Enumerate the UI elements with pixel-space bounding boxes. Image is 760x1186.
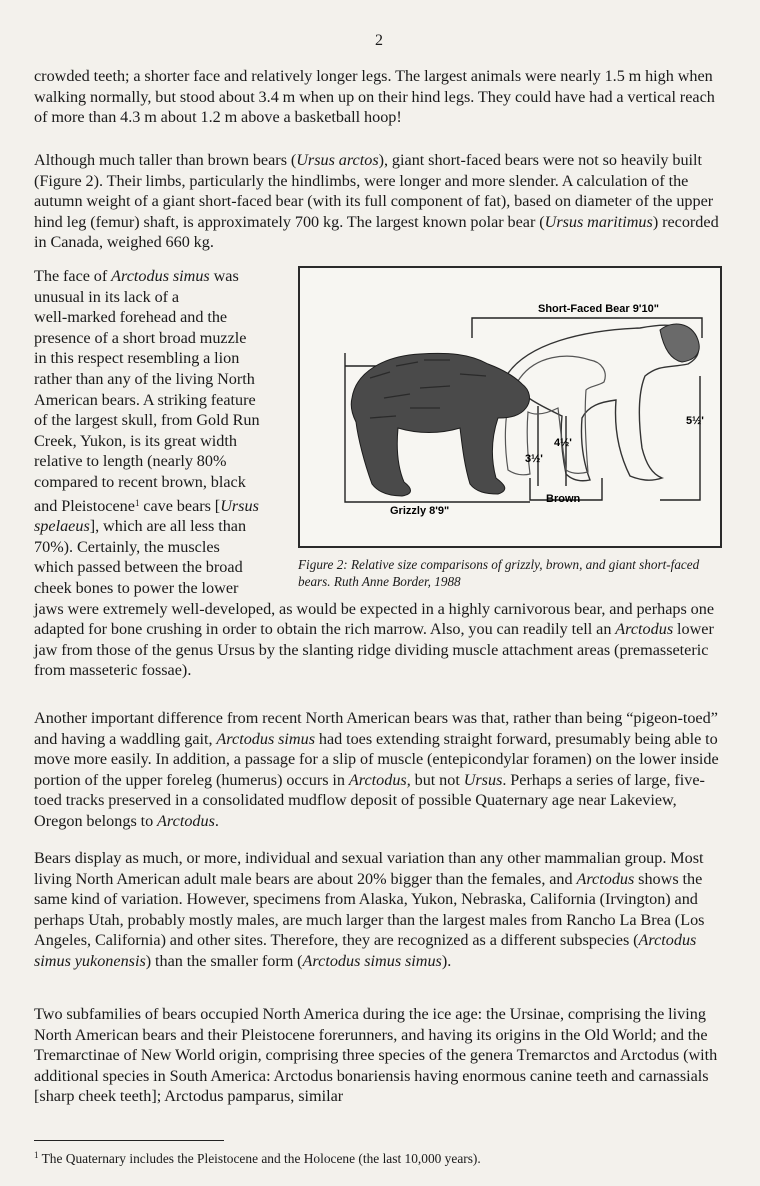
text-span: . Perhaps a series of large, five-toed tracks preserved in a consolidated mudflow deposit of possible Quaternary age near Lakeview, Oregon belongs to [34, 770, 705, 830]
page-number: 2 [375, 32, 383, 49]
italic-span: Arctodus [615, 620, 674, 639]
text-span: . [214, 811, 219, 830]
italic-span: Arctodus simus yukonensis [34, 931, 697, 970]
text-line: compared to recent brown, black [34, 472, 246, 491]
text-span: and Pleistocene [34, 496, 135, 515]
grizzly-bear-silhouette [351, 353, 529, 496]
paragraph-5 [34, 848, 724, 972]
text-line: which passed between the broad [34, 558, 243, 577]
label-height-4half: 4½' [554, 437, 572, 449]
footnote [34, 1150, 724, 1167]
text-line: cheek bones to power the lower [34, 578, 239, 597]
text-span: ], which are all less than [89, 517, 247, 536]
height-line-5half [660, 376, 700, 500]
label-height-5half: 5½' [686, 415, 704, 427]
label-grizzly: Grizzly 8'9" [390, 505, 450, 517]
figure-2-illustration [298, 266, 722, 548]
italic-span: spelaeus [34, 517, 90, 536]
paragraph-3-continuation [34, 599, 724, 681]
text-line: presence of a short broad muzzle [34, 328, 247, 347]
text-span: The face of [34, 267, 112, 285]
italic-span: Ursus [463, 770, 503, 789]
text-line: of the largest skull, from Gold Run [34, 411, 260, 430]
text-span: , but not [406, 770, 464, 789]
paragraph-3-wrapped-lines [34, 266, 292, 599]
text-span: Bears display as much, or more, individual and sexual variation than any other mammalian group. Most living North American adult male bears are about 20% bigger than the females, and [34, 849, 704, 888]
text-line: unusual in its lack of a [34, 287, 180, 306]
footnote-marker: 1 [34, 1150, 39, 1160]
italic-span: Ursus arctos [296, 151, 379, 169]
italic-span: Arctodus simus simus [302, 951, 442, 970]
text-line: American bears. A striking feature [34, 390, 256, 409]
text-line [34, 493, 292, 517]
text-line: well-marked forehead and the [34, 308, 228, 327]
italic-span: Arctodus [348, 770, 407, 789]
label-brown: Brown [546, 493, 581, 505]
text-line: 70%). Certainly, the muscles [34, 537, 220, 556]
text-span: ) recorded in Canada, weighed 660 kg. [34, 212, 719, 252]
text-line: in this respect resembling a lion [34, 349, 240, 368]
text-span: Another important difference from recent North American bears was that, rather than being “pigeon-toed” and having a waddling gait, [34, 709, 718, 748]
bear-size-comparison-drawing [300, 268, 720, 546]
text-span: shows the same kind of variation. However, specimens from Alaska, Yukon, Nebraska, California (Irvington) and perhaps Utah, probably mostly males, are much larger than the largest males from Rancho La Brea (Los Angeles, California) and other sites. Therefore, they are recognized as a different subspecies ( [34, 869, 705, 950]
text-span: had toes extending straight forward, presumably being able to move more easily. In addition, a passage for a slip of muscle (entepicondylar foramen) on the lower inside portion of the upper foreleg (humerus) occurs in [34, 729, 719, 789]
figure-caption: Figure 2: Relative size comparisons of grizzly, brown, and giant short-faced bears. Ruth Anne Border, 1988 [298, 557, 700, 589]
text-span: lower jaw from those of the genus Ursus by the slanting ridge dividing muscle attachment areas (premasseteric from masseteric fossae). [34, 620, 714, 680]
italic-span: Arctodus [157, 811, 215, 830]
italic-span: Ursus maritimus [544, 212, 653, 231]
label-short-faced-bear: Short-Faced Bear 9'10" [538, 303, 659, 315]
paragraph-6: Two subfamilies of bears occupied North America during the ice age: the Ursinae, comprising the living North American bears and their Pleistocene forerunners, and having its origins in the Old World; and the Tremarctinae of New World origin, comprising three species of the genera Tremarctos and Arctodus (with additional species in South America: Arctodus bonariensis having enormous canine teeth and carnassials [sharp cheek teeth]; Arctodus pamparus, similar [34, 1005, 718, 1106]
italic-span: Arctodus [576, 869, 635, 888]
text-line: relative to length (nearly 80% [34, 452, 227, 471]
text-span: was [209, 267, 239, 285]
italic-span: Arctodus simus [111, 267, 210, 285]
text-line: rather than any of the living North [34, 369, 255, 388]
text-span: ). [441, 951, 452, 970]
brown-bear-outline [505, 356, 605, 475]
text-line: Creek, Yukon, is its great width [34, 431, 237, 450]
text-span: Although much taller than brown bears ( [34, 151, 297, 169]
paragraph-4 [34, 708, 724, 832]
label-height-3half: 3½' [525, 453, 543, 465]
text-span: ), giant short-faced bears were not so heavily built (Figure 2). Their limbs, particularly the hindlimbs, were longer and more slender. A calculation of the autumn weight of a giant short-faced bear (with its full component of fat), based on diameter of the upper hind leg (femur) shaft, is approximately 700 kg. The largest known polar bear ( [34, 151, 714, 231]
text-line [34, 516, 292, 537]
footnote-ref: 1 [134, 497, 140, 508]
italic-span: Arctodus simus [216, 729, 315, 748]
short-faced-bear-head [660, 324, 699, 362]
footnote-text: The Quaternary includes the Pleistocene and the Holocene (the last 10,000 years). [38, 1151, 481, 1166]
paragraph-1: crowded teeth; a shorter face and relatively longer legs. The largest animals were nearly 1.5 m high when walking normally, but stood about 3.4 m when up on their hind legs. They could have had a vertical reach of more than 4.3 m about 1.2 m above a basketball hoop! [34, 67, 715, 127]
italic-span: Ursus [220, 496, 259, 515]
text-line [34, 266, 292, 287]
paragraph-2 [34, 150, 724, 253]
text-span: cave bears [ [139, 496, 221, 515]
text-span: ) than the smaller form ( [145, 951, 303, 970]
text-span: jaws were extremely well-developed, as would be expected in a highly carnivorous bear, and perhaps one adapted for bone crushing in order to obtain the rich marrow. Also, you can readily tell an [34, 599, 715, 639]
footnote-divider [34, 1140, 224, 1141]
